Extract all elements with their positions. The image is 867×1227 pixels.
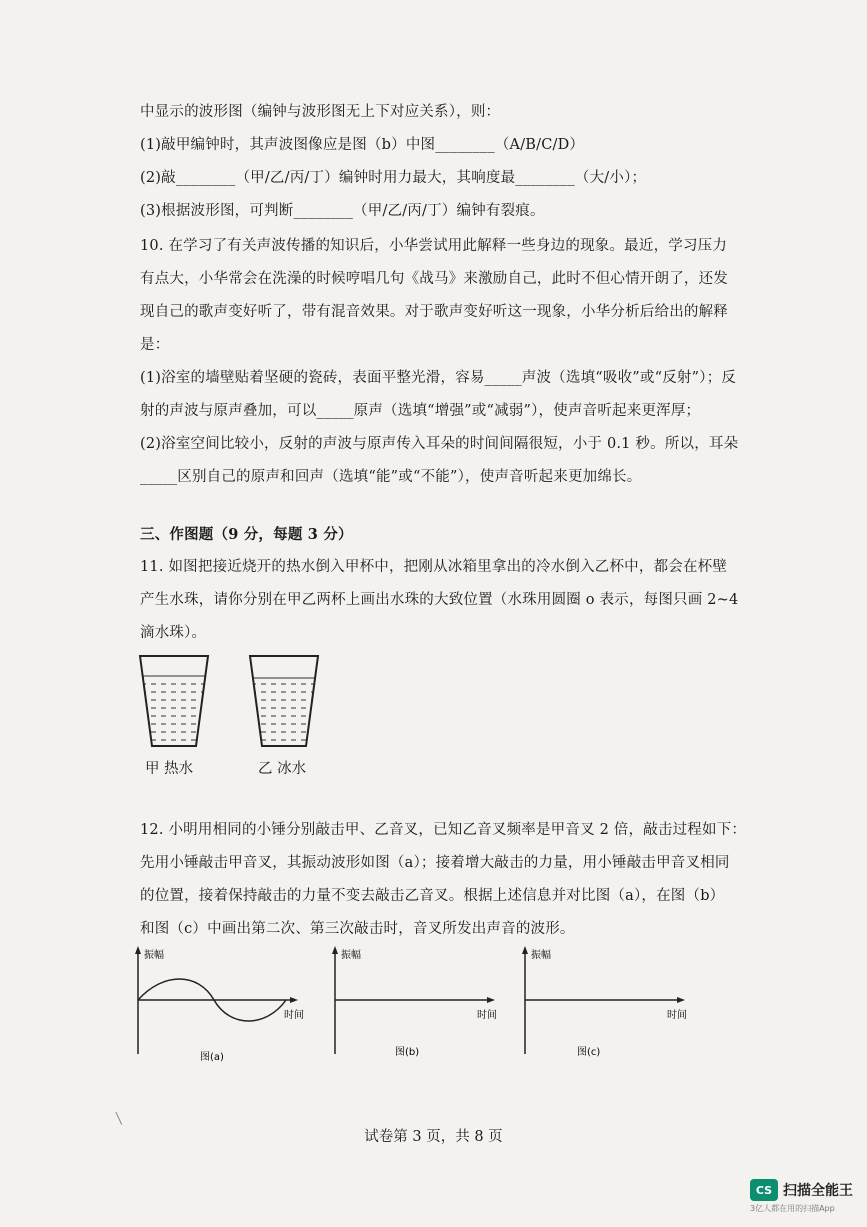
text-line: 现自己的歌声变好听了，带有混音效果。对于歌声变好听这一现象，小华分析后给出的解释 bbox=[140, 304, 728, 320]
scan-mark bbox=[115, 1109, 127, 1125]
camscanner-slogan: 3亿人都在用的扫描App bbox=[750, 1204, 835, 1213]
text-line: 的位置，接着保持敲击的力量不变去敲击乙音叉。根据上述信息并对比图（a），在图（b） bbox=[140, 888, 725, 904]
text-line: 中显示的波形图（编钟与波形图无上下对应关系），则： bbox=[140, 104, 501, 120]
text-line: (2)敲________（甲/乙/丙/丁）编钟时用力最大，其响度最________（大/小）； bbox=[140, 170, 647, 186]
text-line: _____区别自己的原声和回声（选填“能”或“不能”），使声音听起来更加绵长。 bbox=[140, 469, 642, 485]
graph-b bbox=[325, 942, 505, 1067]
text-line: 是： bbox=[140, 337, 170, 353]
camscanner-name: 扫描全能王 bbox=[783, 1183, 853, 1199]
text-line: 产生水珠，请你分别在甲乙两杯上画出水珠的大致位置（水珠用圆圈 o 表示，每图只画 2~4 bbox=[140, 592, 739, 608]
y-axis-label: 振幅 bbox=[531, 950, 551, 961]
camscanner-logo-icon: CS bbox=[750, 1179, 778, 1201]
graph-caption: 图(b) bbox=[395, 1047, 420, 1058]
text-line: (3)根据波形图，可判断________（甲/乙/丙/丁）编钟有裂痕。 bbox=[140, 203, 545, 219]
hot-water-cup bbox=[130, 656, 220, 748]
graph-caption: 图(c) bbox=[577, 1047, 601, 1058]
camscanner-watermark bbox=[750, 1179, 853, 1201]
hot-water-label: 甲 热水 bbox=[145, 761, 194, 777]
question-11: 11. 如图把接近烧开的热水倒入甲杯中，把刚从冰箱里拿出的冷水倒入乙杯中，都会在杯壁 bbox=[140, 559, 728, 575]
text-line: 射的声波与原声叠加，可以_____原声（选填“增强”或“减弱”），使声音听起来更浑厚； bbox=[140, 403, 701, 419]
text-line: 先用小锤敲击甲音叉，其振动波形如图（a）；接着增大敲击的力量，用小锤敲击甲音叉相同 bbox=[140, 855, 730, 871]
x-axis-label: 时间 bbox=[667, 1010, 687, 1021]
section-heading: 三、作图题（9 分，每题 3 分） bbox=[140, 526, 353, 543]
page-footer: 试卷第 3 页，共 8 页 bbox=[364, 1129, 503, 1145]
text-line: 有点大，小华常会在洗澡的时候哼唱几句《战马》来激励自己，此时不但心情开朗了，还发 bbox=[140, 271, 728, 287]
x-axis-label: 时间 bbox=[284, 1010, 304, 1021]
text-line: (1)浴室的墙壁贴着坚硬的瓷砖，表面平整光滑，容易_____声波（选填“吸收”或“反射”）；反 bbox=[140, 370, 737, 386]
x-axis-label: 时间 bbox=[477, 1010, 497, 1021]
graph-c bbox=[515, 942, 695, 1067]
graph-a bbox=[128, 942, 308, 1067]
question-10: 10. 在学习了有关声波传播的知识后，小华尝试用此解释一些身边的现象。最近，学习压力 bbox=[140, 238, 728, 254]
y-axis-label: 振幅 bbox=[144, 950, 164, 961]
text-line: (2)浴室空间比较小，反射的声波与原声传入耳朵的时间间隔很短，小于 0.1 秒。所以，耳朵 bbox=[140, 436, 739, 452]
question-12: 12. 小明用相同的小锤分别敲击甲、乙音叉，已知乙音叉频率是甲音叉 2 倍，敲击过程如下： bbox=[140, 822, 747, 838]
graph-caption: 图(a) bbox=[200, 1052, 224, 1063]
text-line: 和图（c）中画出第二次、第三次敲击时，音叉所发出声音的波形。 bbox=[140, 921, 575, 937]
text-line: (1)敲甲编钟时，其声波图像应是图（b）中图________（A/B/C/D） bbox=[140, 137, 585, 153]
text-line: 滴水珠）。 bbox=[140, 625, 207, 641]
ice-water-label: 乙 冰水 bbox=[258, 761, 307, 777]
ice-water-cup bbox=[240, 656, 330, 750]
y-axis-label: 振幅 bbox=[341, 950, 361, 961]
